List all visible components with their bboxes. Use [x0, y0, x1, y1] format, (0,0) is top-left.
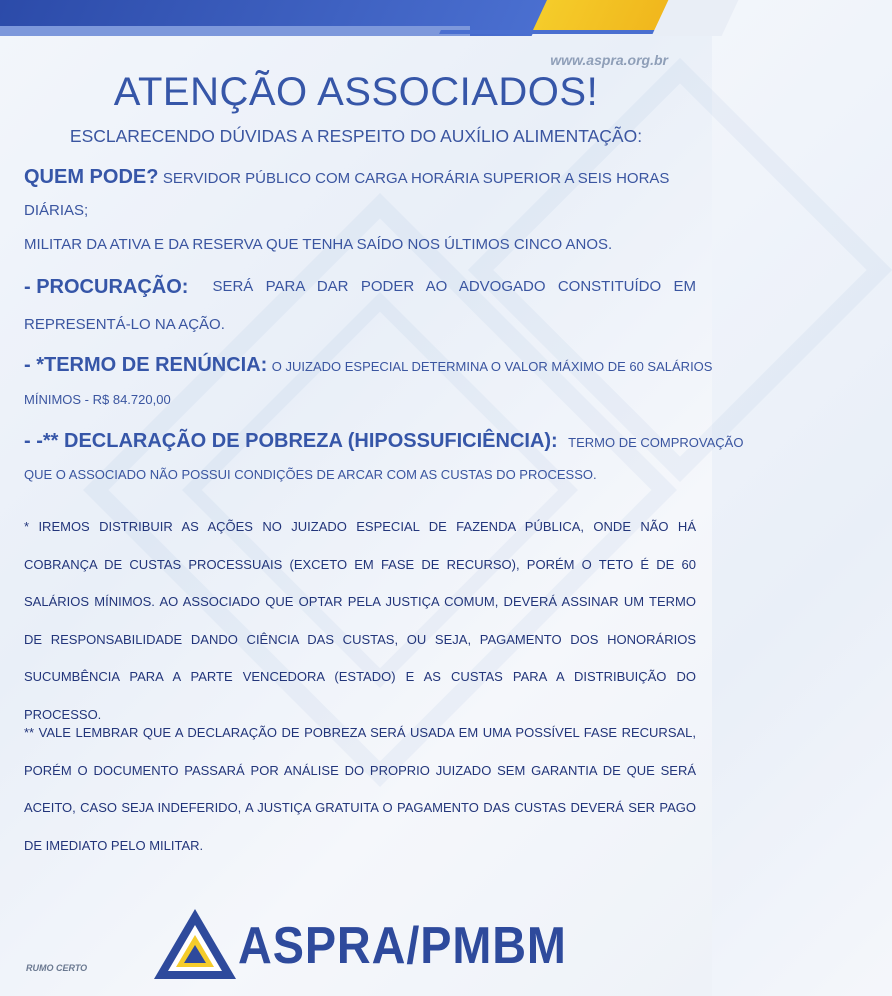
quem-pode-text: DIÁRIAS; — [24, 202, 89, 219]
page-title: ATENÇÃO ASSOCIADOS! — [113, 70, 599, 114]
quem-pode-label: QUEM PODE? — [24, 166, 159, 188]
termo-renuncia-text: MÍNIMOS - R$ 84.720,00 — [24, 392, 171, 407]
declaracao-pobreza-text: TERMO DE COMPROVAÇÃO — [568, 435, 744, 450]
note-2: ** VALE LEMBRAR QUE A DECLARAÇÃO DE POBREZA SERÁ USADA EM UMA POSSÍVEL FASE RECURSAL, PORÉM O DOCUMENTO PASSARÁ POR ANÁLISE DO PROPRIO JUIZADO SEM GARANTIA DE QUE SERÁ ACEITO, CASO SEJA INDEFERIDO, A JUSTIÇA GRATUITA O PAGAMENTO DAS CUSTAS DEVERÁ SER PAGO DE IMEDIATO PELO MILITAR. — [24, 725, 696, 853]
rumo-certo-label: RUMO CERTO — [26, 963, 88, 973]
page-subtitle: ESCLARECENDO DÚVIDAS A RESPEITO DO AUXÍLIO ALIMENTAÇÃO: — [69, 126, 643, 146]
aspra-logo-icon — [150, 905, 240, 983]
procuracao-label: - PROCURAÇÃO: — [24, 276, 189, 298]
section-procuracao — [24, 272, 696, 348]
declaracao-pobreza-text: QUE O ASSOCIADO NÃO POSSUI CONDIÇÕES DE ARCAR COM AS CUSTAS DO PROCESSO. — [24, 467, 597, 482]
termo-renuncia-label: - *TERMO DE RENÚNCIA: — [24, 354, 268, 376]
declaracao-pobreza-label: - -** DECLARAÇÃO DE POBREZA (HIPOSSUFICIÊNCIA): — [24, 430, 558, 452]
section-quem-pode — [24, 162, 696, 260]
procuracao-text: SERÁ PARA DAR PODER AO ADVOGADO CONSTITUÍDO EM — [212, 278, 696, 295]
note-1: * IREMOS DISTRIBUIR AS AÇÕES NO JUIZADO ESPECIAL DE FAZENDA PÚBLICA, ONDE NÃO HÁ COBRANÇA DE CUSTAS PROCESSUAIS (EXCETO EM FASE DE RECURSO), PORÉM O TETO É DE 60 SALÁRIOS MÍNIMOS. AO ASSOCIADO QUE OPTAR PELA JUSTIÇA COMUM, DEVERÁ ASSINAR UM TERMO DE RESPONSABILIDADE DANDO CIÊNCIA DAS CUSTAS, OU SEJA, PAGAMENTO DOS HONORÁRIOS SUCUMBÊNCIA PARA A PARTE VENCEDORA (ESTADO) E AS CUSTAS PARA A DISTRIBUIÇÃO DO PROCESSO. — [24, 519, 696, 722]
section-declaracao-pobreza — [24, 426, 744, 494]
brand-name: ASPRA/PMBM — [238, 917, 567, 975]
top-banner — [0, 0, 712, 40]
website-url: www.aspra.org.br — [550, 52, 668, 68]
quem-pode-text: MILITAR DA ATIVA E DA RESERVA QUE TENHA SAÍDO NOS ÚLTIMOS CINCO ANOS. — [24, 236, 613, 253]
section-termo-renuncia — [24, 350, 713, 420]
termo-renuncia-text: O JUIZADO ESPECIAL DETERMINA O VALOR MÁXIMO DE 60 SALÁRIOS — [271, 359, 713, 374]
procuracao-text: REPRESENTÁ-LO NA AÇÃO. — [24, 316, 225, 333]
quem-pode-text: SERVIDOR PÚBLICO COM CARGA HORÁRIA SUPERIOR A SEIS HORAS — [162, 170, 670, 187]
